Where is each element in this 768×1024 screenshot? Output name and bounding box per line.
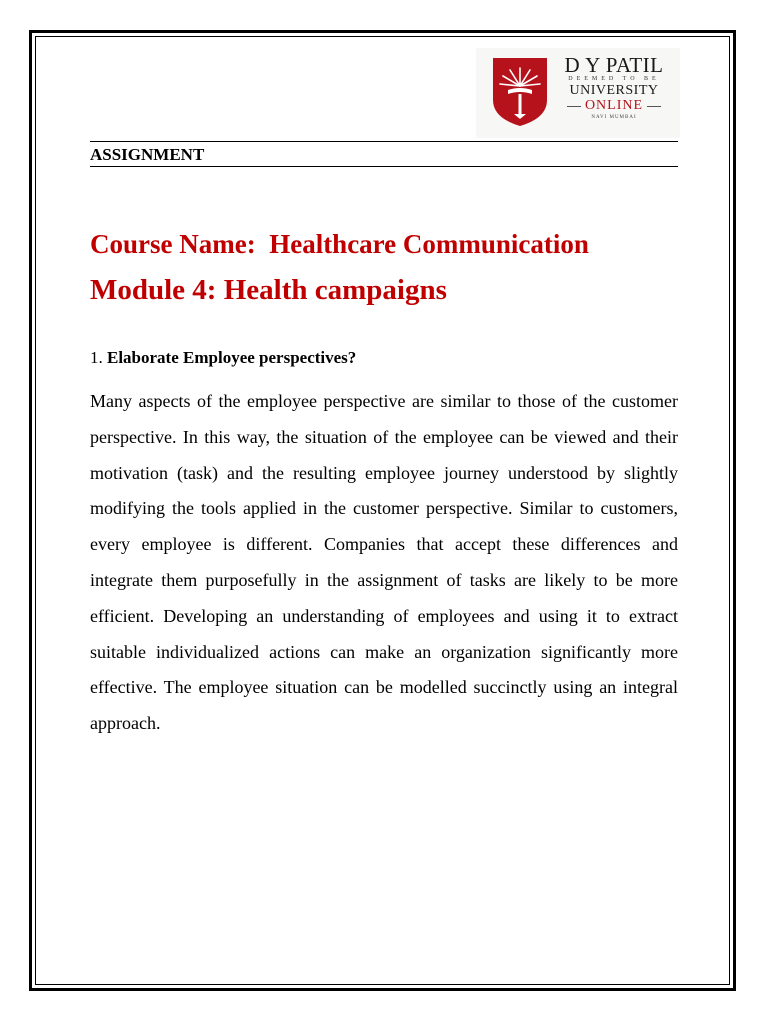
question-number: 1 (90, 348, 99, 367)
logo-university: UNIVERSITY (569, 83, 659, 98)
logo-dash-right (647, 106, 661, 107)
shield-emblem-icon (490, 56, 550, 128)
university-logo (476, 48, 680, 138)
course-title: Course Name: Healthcare Communication (90, 229, 589, 259)
logo-dash-left (567, 106, 581, 107)
logo-name: D Y PATIL (564, 53, 664, 77)
answer-paragraph: Many aspects of the employee perspective are similar to those of the customer perspective. In this way, the situation of the employee can be viewed and their motivation (task) and the resulting employee journey understood by slightly modifying the tools applied in the customer perspective. Similar to customers, every employee is different. Companies that accept these differences and integrate them purposefully in the assignment of tasks are likely to be more efficient. Developing an understanding of employees and using it to extract suitable individualized actions can make an organization significantly more effective. The employee situation can be modelled succinctly using an integral approach. (90, 391, 678, 734)
module-title: Module 4: Health campaigns (90, 274, 447, 306)
header-rule-bottom (90, 166, 678, 167)
question-text: Elaborate Employee perspectives? (107, 348, 357, 367)
assignment-label: ASSIGNMENT (90, 145, 205, 164)
logo-location: NAVI MUMBAI (591, 115, 637, 120)
question-heading (90, 346, 356, 370)
logo-online: ONLINE (584, 98, 644, 113)
logo-tagline: DEEMED TO BE (568, 76, 660, 82)
question-separator: . (98, 348, 107, 367)
header-rule-top (90, 141, 678, 142)
logo-online-row (554, 98, 674, 114)
logo-wordmark (554, 54, 674, 121)
